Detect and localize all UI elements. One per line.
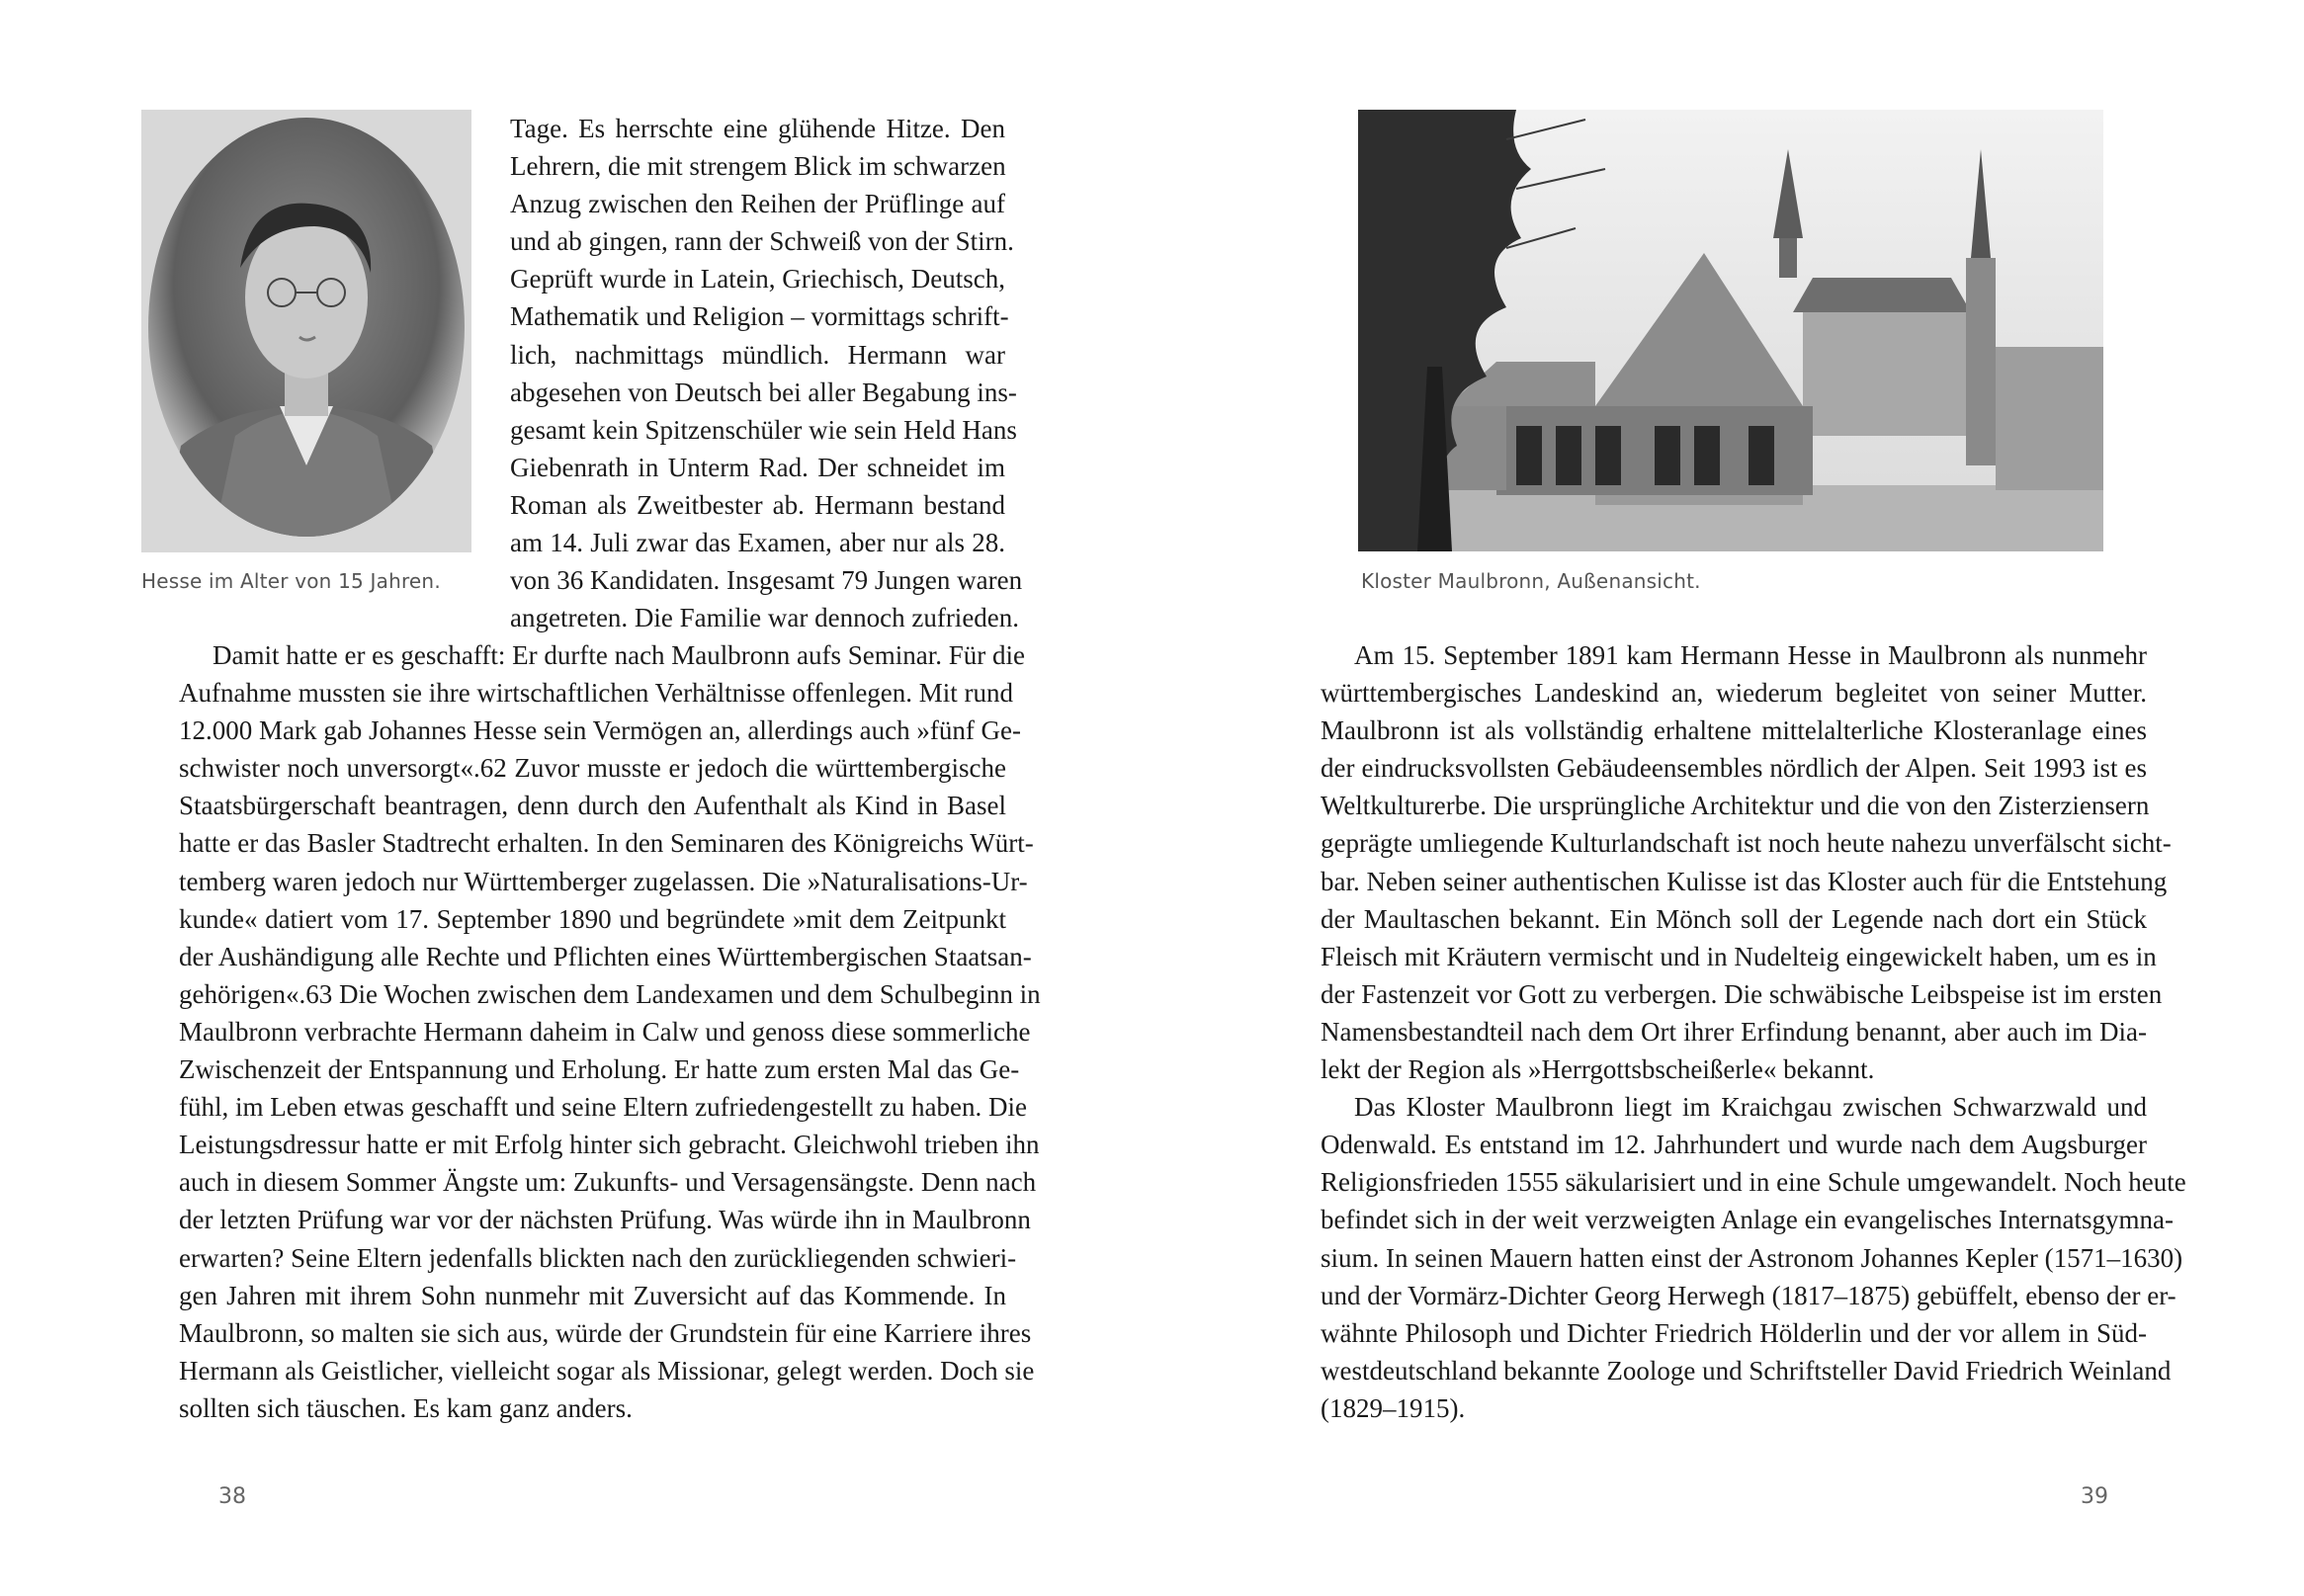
text-line: Lehrern, die mit strengem Blick im schwarzen — [510, 151, 1006, 182]
text-line: temberg waren jedoch nur Württemberger zugelassen. Die »Naturalisations-Ur- — [179, 866, 1028, 896]
text-line: Roman als Zweitbester ab. Hermann bestand — [510, 489, 1005, 520]
text-line: erwarten? Seine Eltern jedenfalls blickten nach den zurückliegenden schwieri- — [179, 1242, 1017, 1273]
text-right — [1321, 636, 2186, 1427]
text-line: angetreten. Die Familie war dennoch zufrieden. — [510, 603, 1020, 633]
text-full-width-left — [179, 636, 1041, 1427]
text-line: Anzug zwischen den Reihen der Prüflinge auf — [510, 189, 1005, 219]
text-line: Aufnahme mussten sie ihre wirtschaftlichen Verhältnisse offenlegen. Mit rund — [179, 678, 1014, 709]
text-line: Namensbestandteil nach dem Ort ihrer Erfindung benannt, aber auch im Dia- — [1321, 1016, 2147, 1047]
text-line: Staatsbürgerschaft beantragen, denn durch den Aufenthalt als Kind in Basel — [179, 791, 1006, 821]
text-line: Weltkulturerbe. Die ursprüngliche Architektur und die von den Zisterziensern — [1321, 791, 2150, 821]
text-line: Leistungsdressur hatte er mit Erfolg hinter sich gebracht. Gleichwohl trieben ihn — [179, 1130, 1040, 1160]
text-line: Damit hatte er es geschafft: Er durfte nach Maulbronn aufs Seminar. Für die — [213, 640, 1025, 670]
text-line: bar. Neben seiner authentischen Kulisse ist das Kloster auch für die Entstehung — [1321, 866, 2168, 896]
text-line: abgesehen von Deutsch bei aller Begabung ins- — [510, 377, 1017, 407]
text-line: gesamt kein Spitzenschüler wie sein Held Hans — [510, 414, 1017, 445]
text-line: und der Vormärz-Dichter Georg Herwegh (1817–1875) gebüffelt, ebenso der er- — [1321, 1280, 2176, 1310]
text-line: 12.000 Mark gab Johannes Hesse sein Vermögen an, allerdings auch »fünf Ge- — [179, 715, 1022, 746]
text-line: der Aushändigung alle Rechte und Pflichten eines Württembergischen Staatsan- — [179, 941, 1032, 971]
text-line: wähnte Philosoph und Dichter Friedrich Hölderlin und der vor allem in Süd- — [1321, 1317, 2147, 1348]
text-line: lich, nachmittags mündlich. Hermann war — [510, 339, 1005, 370]
text-line: Giebenrath in Unterm Rad. Der schneidet im — [510, 452, 1005, 482]
page-number: 38 — [218, 1484, 246, 1509]
text-line: Hermann als Geistlicher, vielleicht sogar als Missionar, gelegt werden. Doch sie — [179, 1355, 1035, 1386]
text-line: befindet sich in der weit verzweigten Anlage ein evangelisches Internatsgymna- — [1321, 1205, 2174, 1235]
text-line: (1829–1915). — [1321, 1392, 1466, 1423]
portrait-photo-hesse — [141, 110, 471, 552]
monastery-caption: Kloster Maulbronn, Außenansicht. — [1361, 569, 1701, 593]
text-line: der eindrucksvollsten Gebäudeensembles nördlich der Alpen. Seit 1993 ist es — [1321, 753, 2147, 784]
portrait-caption: Hesse im Alter von 15 Jahren. — [141, 569, 441, 593]
text-line: lekt der Region als »Herrgottsbscheißerle« bekannt. — [1321, 1054, 1875, 1085]
portrait-illustration — [141, 110, 471, 552]
text-line: Zwischenzeit der Entspannung und Erholung. Er hatte zum ersten Mal das Ge- — [179, 1054, 1020, 1085]
monastery-photo — [1358, 110, 2103, 551]
text-line: Das Kloster Maulbronn liegt im Kraichgau zwischen Schwarzwald und — [1354, 1092, 2147, 1123]
text-line: Mathematik und Religion – vormittags schrift- — [510, 301, 1009, 332]
text-line: Religionsfrieden 1555 säkularisiert und in eine Schule umgewandelt. Noch heute — [1321, 1167, 2186, 1198]
text-line: der Fastenzeit vor Gott zu verbergen. Die schwäbische Leibspeise ist im ersten — [1321, 978, 2163, 1009]
text-line: hatte er das Basler Stadtrecht erhalten. In den Seminaren des Königreichs Würt- — [179, 828, 1034, 859]
text-line: Odenwald. Es entstand im 12. Jahrhundert und wurde nach dem Augsburger — [1321, 1130, 2147, 1160]
text-line: kunde« datiert vom 17. September 1890 und begründete »mit dem Zeitpunkt — [179, 903, 1006, 934]
text-beside-portrait — [510, 110, 1023, 636]
text-line: von 36 Kandidaten. Insgesamt 79 Jungen waren — [510, 565, 1023, 596]
text-line: gen Jahren mit ihrem Sohn nunmehr mit Zuversicht auf das Kommende. In — [179, 1280, 1006, 1310]
text-line: Maulbronn verbrachte Hermann daheim in Calw und genoss diese sommerliche — [179, 1016, 1031, 1047]
text-line: Geprüft wurde in Latein, Griechisch, Deutsch, — [510, 264, 1005, 294]
text-line: Fleisch mit Kräutern vermischt und in Nudelteig eingewickelt haben, um es in — [1321, 941, 2157, 971]
text-line: auch in diesem Sommer Ängste um: Zukunfts- und Versagensängste. Denn nach — [179, 1167, 1037, 1198]
text-line: und ab gingen, rann der Schweiß von der Stirn. — [510, 226, 1014, 257]
text-line: geprägte umliegende Kulturlandschaft ist noch heute nahezu unverfälscht sicht- — [1321, 828, 2172, 859]
text-line: württembergisches Landeskind an, wiederum begleitet von seiner Mutter. — [1321, 678, 2147, 709]
text-line: sollten sich täuschen. Es kam ganz anders. — [179, 1392, 633, 1423]
text-line: der letzten Prüfung war vor der nächsten Prüfung. Was würde ihn in Maulbronn — [179, 1205, 1031, 1235]
text-line: Am 15. September 1891 kam Hermann Hesse in Maulbronn als nunmehr — [1354, 640, 2147, 670]
text-line: Maulbronn ist als vollständig erhaltene mittelalterliche Klosteranlage eines — [1321, 715, 2147, 746]
text-line: Tage. Es herrschte eine glühende Hitze. Den — [510, 114, 1005, 143]
text-line: am 14. Juli zwar das Examen, aber nur als 28. — [510, 528, 1005, 558]
page-number: 39 — [2081, 1484, 2108, 1509]
monastery-illustration — [1358, 110, 2103, 551]
text-line: sium. In seinen Mauern hatten einst der Astronom Johannes Kepler (1571–1630) — [1321, 1242, 2183, 1273]
text-line: schwister noch unversorgt«.62 Zuvor musste er jedoch die württembergische — [179, 753, 1006, 784]
text-line: westdeutschland bekannte Zoologe und Schriftsteller David Friedrich Weinland — [1321, 1355, 2172, 1386]
text-line: fühl, im Leben etwas geschafft und seine Eltern zufriedengestellt zu haben. Die — [179, 1092, 1027, 1123]
right-page — [1152, 0, 2304, 1596]
text-line: gehörigen«.63 Die Wochen zwischen dem Landexamen und dem Schulbeginn in — [179, 978, 1041, 1009]
text-line: Maulbronn, so malten sie sich aus, würde der Grundstein für eine Karriere ihres — [179, 1317, 1032, 1348]
text-line: der Maultaschen bekannt. Ein Mönch soll der Legende nach dort ein Stück — [1321, 903, 2147, 934]
